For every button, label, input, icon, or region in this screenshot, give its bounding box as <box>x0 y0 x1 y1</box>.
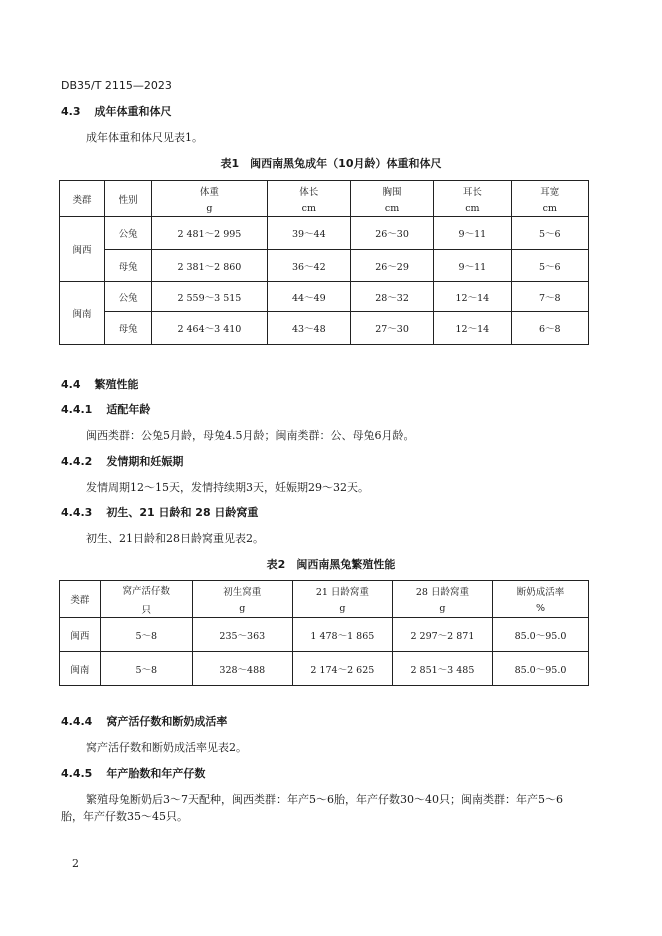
table2-header-cell: 类群 <box>60 581 101 618</box>
table-cell: 5～8 <box>100 652 192 686</box>
page-number: 2 <box>72 857 79 870</box>
table-cell: 12～14 <box>434 312 511 345</box>
table-cell: 2 851～3 485 <box>392 652 492 686</box>
section-4-4-3-heading <box>61 504 258 520</box>
table1-header-cell: 类群 <box>60 181 105 217</box>
section-title: 窝产活仔数和断奶成活率 <box>106 715 228 728</box>
table-cell: 28～32 <box>350 282 433 312</box>
table-cell: 27～30 <box>350 312 433 345</box>
section-title: 成年体重和体尺 <box>94 105 172 118</box>
table-cell: 43～48 <box>267 312 350 345</box>
group-cell: 闽南 <box>60 282 105 345</box>
section-number: 4.4.2 <box>61 455 93 468</box>
section-4-4-4-heading <box>61 713 227 729</box>
table1-header-cell: 耳长 cm <box>434 181 511 217</box>
table-cell: 公兔 <box>105 217 152 250</box>
table-cell: 2 381～2 860 <box>152 250 268 282</box>
table-cell: 6～8 <box>511 312 588 345</box>
table-row <box>60 618 589 652</box>
table-cell: 39～44 <box>267 217 350 250</box>
table-cell: 235～363 <box>192 618 292 652</box>
table2-header-cell: 断奶成活率 % <box>492 581 588 618</box>
section-title: 初生、21 日龄和 28 日龄窝重 <box>106 506 259 519</box>
section-number: 4.4.5 <box>61 767 93 780</box>
table-cell: 5～6 <box>511 217 588 250</box>
table2-header-cell: 窝产活仔数 只 <box>100 581 192 618</box>
table-cell: 5～6 <box>511 250 588 282</box>
table-cell: 9～11 <box>434 250 511 282</box>
table-cell: 26～30 <box>350 217 433 250</box>
document-code: DB35/T 2115—2023 <box>61 79 172 92</box>
table-row <box>60 312 589 345</box>
table-cell: 9～11 <box>434 217 511 250</box>
table2-caption: 表2 闽西南黑兔繁殖性能 <box>266 558 396 571</box>
section-4-4-4-text: 窝产活仔数和断奶成活率见表2。 <box>86 741 247 754</box>
section-number: 4.4.1 <box>61 403 93 416</box>
table-cell: 85.0～95.0 <box>492 652 588 686</box>
section-number: 4.4 <box>61 378 81 391</box>
table1-caption: 表1 闽西南黑兔成年（10月龄）体重和体尺 <box>220 157 442 170</box>
table-cell: 36～42 <box>267 250 350 282</box>
table2-header-row <box>60 581 589 618</box>
table-cell: 1 478～1 865 <box>292 618 392 652</box>
table-cell: 闽西 <box>60 618 101 652</box>
section-4-4-heading <box>61 376 139 392</box>
section-4-4-2-text: 发情周期12～15天，发情持续期3天，妊娠期29～32天。 <box>86 481 369 494</box>
table-cell: 7～8 <box>511 282 588 312</box>
table1-header-row <box>60 181 589 217</box>
section-title: 年产胎数和年产仔数 <box>106 767 206 780</box>
table-cell: 12～14 <box>434 282 511 312</box>
table1-header-cell: 体重 g <box>152 181 268 217</box>
table-cell: 26～29 <box>350 250 433 282</box>
table-cell: 2 464～3 410 <box>152 312 268 345</box>
table-cell: 闽南 <box>60 652 101 686</box>
section-title: 适配年龄 <box>106 403 151 416</box>
section-number: 4.4.4 <box>61 715 93 728</box>
table1-header-cell: 体长 cm <box>267 181 350 217</box>
table-cell: 44～49 <box>267 282 350 312</box>
table-cell: 2 481～2 995 <box>152 217 268 250</box>
table-cell: 母兔 <box>105 312 152 345</box>
table-cell: 2 297～2 871 <box>392 618 492 652</box>
table-cell: 母兔 <box>105 250 152 282</box>
table-cell: 2 174～2 625 <box>292 652 392 686</box>
table-cell: 85.0～95.0 <box>492 618 588 652</box>
table-row <box>60 282 589 312</box>
table-row <box>60 250 589 282</box>
section-title: 繁殖性能 <box>94 378 139 391</box>
table2 <box>59 580 589 686</box>
section-title: 发情期和妊娠期 <box>106 455 184 468</box>
section-4-4-5-text-line2: 胎，年产仔数35～45只。 <box>61 810 188 823</box>
section-number: 4.3 <box>61 105 81 118</box>
table1-header-cell: 胸围 cm <box>350 181 433 217</box>
table1 <box>59 180 589 345</box>
section-4-4-3-text: 初生、21日龄和28日龄窝重见表2。 <box>86 532 264 545</box>
section-number: 4.4.3 <box>61 506 93 519</box>
table-cell: 5～8 <box>100 618 192 652</box>
table-cell: 公兔 <box>105 282 152 312</box>
table1-header-cell: 耳宽 cm <box>511 181 588 217</box>
section-4-4-1-text: 闽西类群：公兔5月龄，母兔4.5月龄；闽南类群：公、母兔6月龄。 <box>86 429 415 442</box>
section-4-3-text: 成年体重和体尺见表1。 <box>86 131 203 144</box>
table2-header-cell: 21 日龄窝重 g <box>292 581 392 618</box>
section-4-4-5-heading <box>61 765 205 781</box>
table1-header-cell: 性别 <box>105 181 152 217</box>
group-cell: 闽西 <box>60 217 105 282</box>
table-row <box>60 652 589 686</box>
table-cell: 328～488 <box>192 652 292 686</box>
section-4-4-1-heading <box>61 401 150 417</box>
table2-header-cell: 初生窝重 g <box>192 581 292 618</box>
table-cell: 2 559～3 515 <box>152 282 268 312</box>
table-row <box>60 217 589 250</box>
section-4-3-heading <box>61 103 172 119</box>
section-4-4-5-text-line1: 繁殖母兔断奶后3～7天配种，闽西类群：年产5～6胎，年产仔数30～40只；闽南类群：年产5～6 <box>86 793 563 806</box>
table2-header-cell: 28 日龄窝重 g <box>392 581 492 618</box>
section-4-4-2-heading <box>61 453 183 469</box>
